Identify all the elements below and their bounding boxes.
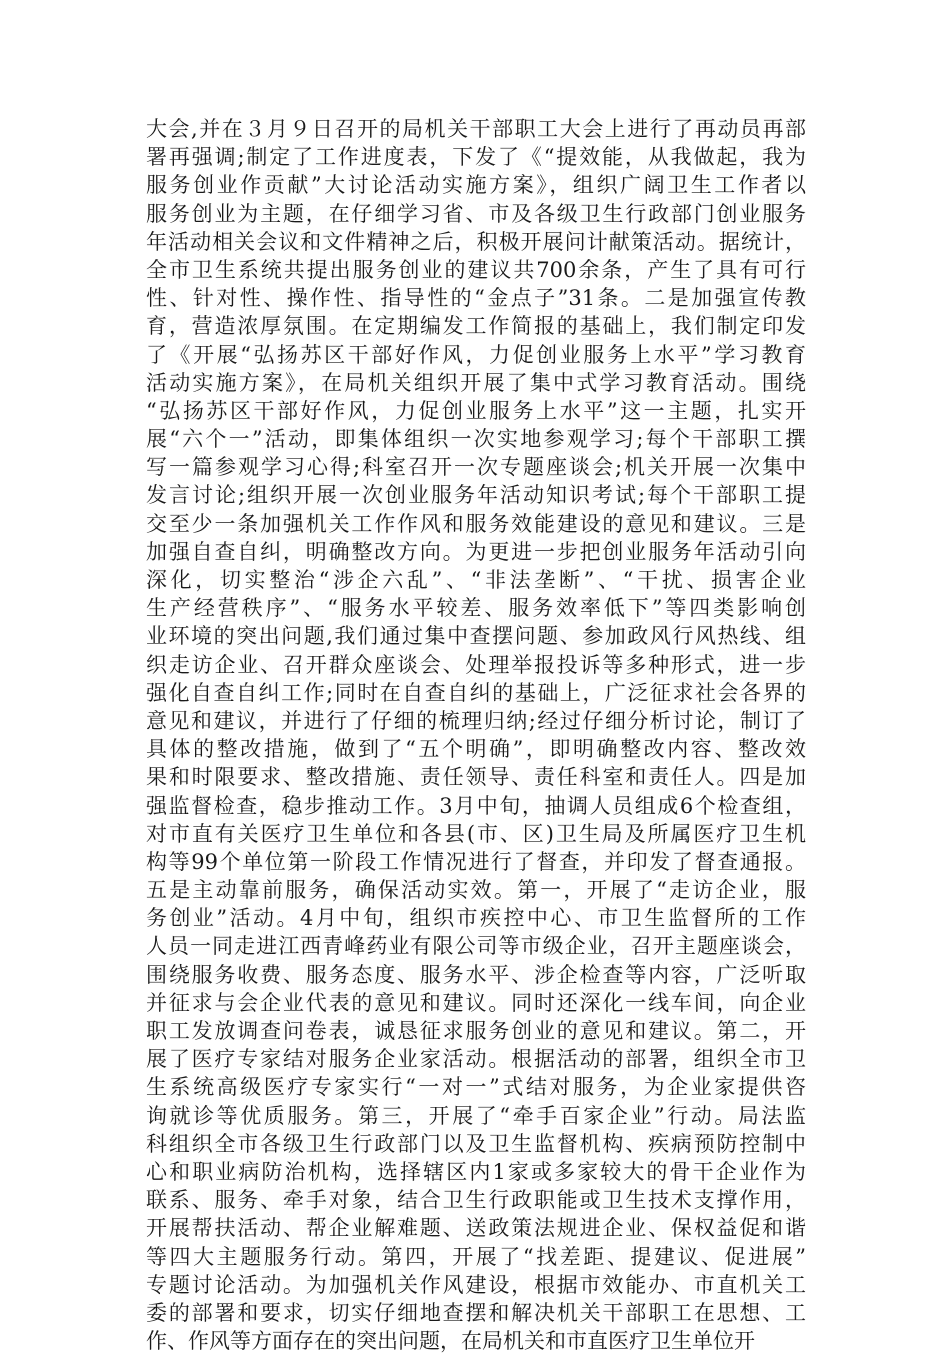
text-line: 发言讨论;组织开展一次创业服务年活动知识考试;每个干部职工提 [146,483,806,508]
text-line: 深化，切实整治“涉企六乱”、“非法垄断”、“干扰、损害企业 [146,568,806,592]
text-line: 展了医疗专家结对服务企业家活动。根据活动的部署，组织全市卫 [146,1047,806,1072]
text-line: 构等99个单位第一阶段工作情况进行了督查，并印发了督查通报。 [146,849,806,874]
text-line: 并征求与会企业代表的意见和建议。同时还深化一线车间，向企业 [146,990,806,1015]
text-line: 写一篇参观学习心得;科室召开一次专题座谈会;机关开展一次集中 [146,455,806,480]
text-line: 心和职业病防治机构，选择辖区内1家或多家较大的骨干企业作为 [146,1159,806,1184]
text-line: 强监督检查，稳步推动工作。3月中旬，抽调人员组成6个检查组， [146,793,806,818]
text-line: 围绕服务收费、服务态度、服务水平、涉企检查等内容，广泛听取 [146,962,806,987]
text-line: 大会,并在３月９日召开的局机关干部职工大会上进行了再动员再部 [146,117,806,141]
text-line: 专题讨论活动。为加强机关作风建设，根据市效能办、市直机关工 [146,1272,806,1297]
text-line: 委的部署和要求，切实仔细地查摆和解决机关干部职工在思想、工 [146,1300,806,1325]
text-line: 服务创业作贡献”大讨论活动实施方案》，组织广阔卫生工作者以 [146,173,806,198]
body-text [146,115,806,1355]
text-line: 联系、服务、牵手对象，结合卫生行政职能或卫生技术支撑作用， [146,1188,806,1213]
text-line: 强化自查自纠工作;同时在自查自纠的基础上，广泛征求社会各界的 [146,680,806,705]
text-line: 了《开展“弘扬苏区干部好作风，力促创业服务上水平”学习教育 [146,342,806,367]
text-line: 育，营造浓厚氛围。在定期编发工作简报的基础上，我们制定印发 [146,314,806,339]
text-line: 生系统高级医疗专家实行“一对一”式结对服务，为企业家提供咨 [146,1075,806,1100]
text-line: 织走访企业、召开群众座谈会、处理举报投诉等多种形式，进一步 [146,652,806,677]
text-line: 交至少一条加强机关工作作风和服务效能建设的意见和建议。三是 [146,511,806,536]
text-line: 加强自查自纠，明确整改方向。为更进一步把创业服务年活动引向 [146,539,806,564]
text-line: 服务创业为主题，在仔细学习省、市及各级卫生行政部门创业服务 [146,201,806,226]
text-line: 具体的整改措施，做到了“五个明确”，即明确整改内容、整改效 [146,737,806,762]
text-line: 询就诊等优质服务。第三，开展了“牵手百家企业”行动。局法监 [146,1103,806,1128]
text-line: 生产经营秩序”、“服务水平较差、服务效率低下”等四类影响创 [146,596,806,621]
text-line: 职工发放调查问卷表，诚恳征求服务创业的意见和建议。第二，开 [146,1019,806,1043]
text-line: 年活动相关会议和文件精神之后，积极开展问计献策活动。据统计， [146,229,806,254]
text-line: 人员一同走进江西青峰药业有限公司等市级企业，召开主题座谈会， [146,934,806,959]
text-line: 活动实施方案》，在局机关组织开展了集中式学习教育活动。围绕 [146,370,806,395]
text-line: 作、作风等方面存在的突出问题，在局机关和市直医疗卫生单位开 [146,1329,755,1354]
text-line: 五是主动靠前服务，确保活动实效。第一，开展了“走访企业，服 [146,878,806,903]
text-line: 意见和建议，并进行了仔细的梳理归纳;经过仔细分析讨论，制订了 [146,708,806,733]
text-line: “弘扬苏区干部好作风，力促创业服务上水平”这一主题，扎实开 [146,398,806,423]
text-line: 果和时限要求、整改措施、责任领导、责任科室和责任人。四是加 [146,765,806,790]
text-line: 业环境的突出问题,我们通过集中查摆问题、参加政风行风热线、组 [146,624,806,649]
text-line: 开展帮扶活动、帮企业解难题、送政策法规进企业、保权益促和谐 [146,1216,806,1241]
text-line: 务创业”活动。4月中旬，组织市疾控中心、市卫生监督所的工作 [146,906,806,931]
text-line: 全市卫生系统共提出服务创业的建议共700余条，产生了具有可行 [146,257,806,282]
text-line: 性、针对性、操作性、指导性的“金点子”31条。二是加强宣传教 [146,286,806,311]
text-line: 展“六个一”活动，即集体组织一次实地参观学习;每个干部职工撰 [146,427,806,452]
text-line: 对市直有关医疗卫生单位和各县(市、区)卫生局及所属医疗卫生机 [146,821,806,846]
text-line: 等四大主题服务行动。第四，开展了“找差距、提建议、促进展” [146,1244,806,1269]
text-line: 科组织全市各级卫生行政部门以及卫生监督机构、疾病预防控制中 [146,1131,806,1156]
text-line: 署再强调;制定了工作进度表，下发了《“提效能，从我做起，我为 [146,145,806,170]
